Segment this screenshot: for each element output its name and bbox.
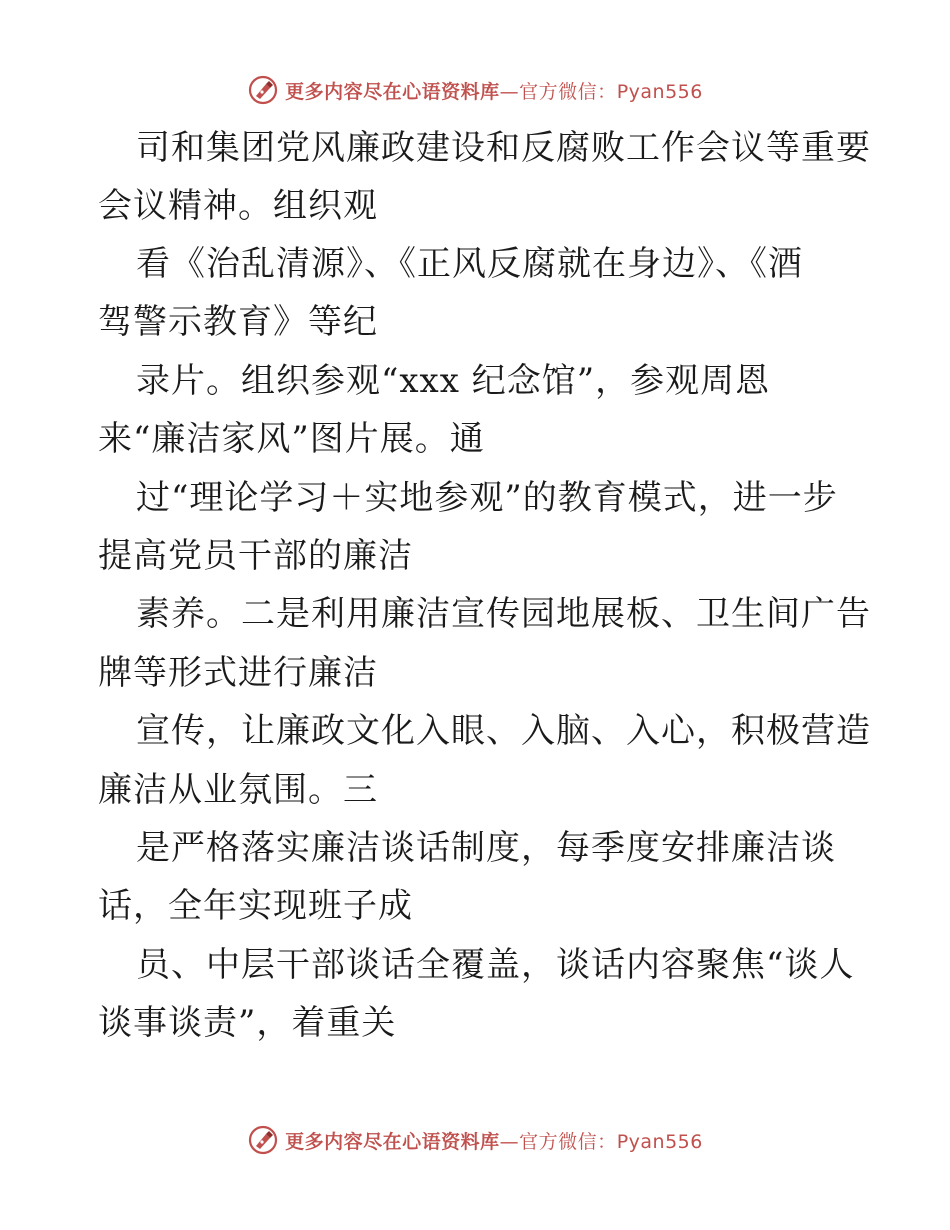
body-line: 宣传，让廉政文化入眼、入脑、入心，积极营造 (136, 711, 871, 751)
body-line: 是严格落实廉洁谈话制度，每季度安排廉洁谈 (136, 828, 836, 868)
watermark-wechat-id: Pyan556 (616, 80, 703, 103)
body-line: 牌等形式进行廉洁 (98, 653, 378, 693)
pen-nib-icon (247, 1124, 279, 1156)
body-line: 司和集团党风廉政建设和反腐败工作会议等重要 (136, 128, 871, 168)
header-watermark (0, 70, 950, 110)
watermark-text (285, 1127, 703, 1154)
pen-nib-icon (247, 74, 279, 106)
body-line: 录片。组织参观“xxx 纪念馆”，参观周恩 (136, 361, 771, 401)
watermark-wechat-label: 官方微信： (519, 80, 617, 103)
body-line: 来“廉洁家风”图片展。通 (98, 419, 485, 459)
watermark-wechat-label: 官方微信： (519, 1130, 617, 1153)
watermark-separator: — (499, 80, 520, 103)
body-line: 员、中层干部谈话全覆盖，谈话内容聚焦“谈人 (136, 945, 855, 985)
body-line: 素养。二是利用廉洁宣传园地展板、卫生间广告 (136, 594, 871, 634)
body-line: 廉洁从业氛围。三 (98, 770, 378, 810)
body-line: 谈事谈责”，着重关 (98, 1003, 397, 1043)
watermark-brand: 更多内容尽在心语资料库 (285, 1130, 500, 1153)
watermark-brand: 更多内容尽在心语资料库 (285, 80, 500, 103)
body-line: 看《治乱清源》、《正风反腐就在身边》、《酒 (136, 244, 803, 284)
watermark-wechat-id: Pyan556 (616, 1130, 703, 1153)
watermark-separator: — (499, 1130, 520, 1153)
footer-watermark (0, 1120, 950, 1160)
body-line: 驾警示教育》等纪 (98, 302, 378, 342)
body-line: 会议精神。组织观 (98, 186, 378, 226)
body-line: 话，全年实现班子成 (98, 886, 413, 926)
body-line: 过“理论学习＋实地参观”的教育模式，进一步 (136, 478, 838, 518)
body-line: 提高党员干部的廉洁 (98, 536, 413, 576)
watermark-text (285, 77, 703, 104)
